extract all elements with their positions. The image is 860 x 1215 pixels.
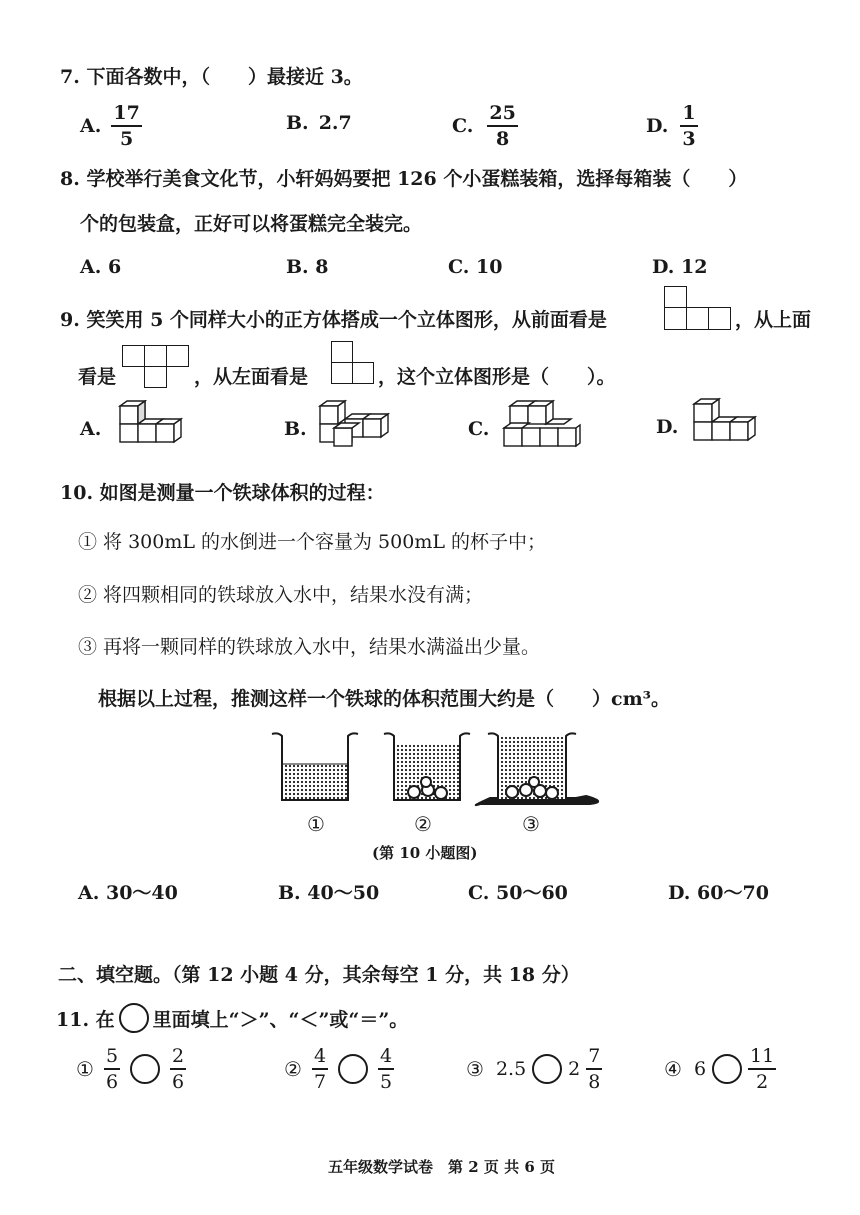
q9-option-a-label: A. [80,418,102,440]
beaker-3 [476,733,598,805]
item-mark: ② [284,1056,302,1081]
figure-caption: (第 10 小题图) [372,844,478,862]
fraction-right: $\frac{7}{8}$ [588,1045,601,1093]
q9-option-c-figure [500,398,582,454]
q8-option-a: A. 6 [80,256,122,278]
beaker-figure [268,728,608,810]
q9-option-d-figure [690,396,760,452]
q7-option-b [286,112,352,134]
q9-option-c-label: C. [468,418,490,440]
fraction: $\frac{17}{5}$ [113,102,140,150]
beaker-2 [384,733,470,800]
fraction-left: $\frac{5}{6}$ [105,1045,119,1093]
beaker-label-3: ③ [522,812,540,836]
q11-item-3 [466,1046,602,1092]
q9-option-b-figure [316,398,392,454]
q11-stem [56,1003,408,1033]
q10-step-2: ② 将四颗相同的铁球放入水中，结果水没有满； [78,584,484,606]
q10-question: 根据以上过程，推测这样一个铁球的体积范围大约是（ ）cm³。 [98,688,670,710]
fraction-right: $\frac{4}{5}$ [380,1045,393,1093]
q11-stem-before: 11. 在 [56,1008,115,1031]
page-footer: 五年级数学试卷 第 2 页 共 6 页 [328,1158,555,1176]
q10-option-d: D. 60～70 [668,882,769,904]
fraction-left: $\frac{4}{7}$ [313,1045,327,1093]
mixed-whole: 2 [568,1057,581,1080]
q7-option-d [646,103,698,149]
q10-step-1: ① 将 300mL 的水倒进一个容量为 500mL 的杯子中； [78,531,546,553]
q11-stem-after: 里面填上“＞”、“＜”或“＝”。 [152,1008,409,1031]
answer-circle[interactable] [712,1054,742,1084]
q9-option-d-label: D. [656,416,679,438]
q7-stem: 7. 下面各数中，（ ）最接近 3。 [60,66,363,88]
left-value: 2.5 [495,1057,527,1080]
q10-step-3: ③ 再将一颗同样的铁球放入水中，结果水满溢出少量。 [78,636,541,658]
q9-option-a-figure [116,400,192,452]
q10-stem: 10. 如图是测量一个铁球体积的过程： [60,482,385,504]
option-value: 2.7 [318,112,352,134]
section-heading: 二、填空题。（第 12 小题 4 分，其余每空 1 分，共 18 分） [58,964,580,986]
q9-option-b-label: B. [284,418,307,440]
item-mark: ① [76,1056,94,1081]
beaker-label-1: ① [307,812,325,836]
q11-item-2 [284,1046,394,1092]
q10-option-b: B. 40～50 [278,882,380,904]
q8-option-b: B. 8 [286,256,329,278]
fraction-right: $\frac{11}{2}$ [750,1045,775,1093]
q11-item-4 [664,1046,776,1092]
q7-option-c [452,103,518,149]
q7-option-a [80,103,142,149]
beaker-1 [272,733,358,800]
q10-option-a: A. 30～40 [78,882,178,904]
q8-option-d: D. 12 [652,256,708,278]
beaker-label-2: ② [414,812,432,836]
item-mark: ④ [664,1056,682,1081]
q9-stem-part2: ，从上面 [735,309,812,331]
answer-circle[interactable] [130,1054,160,1084]
answer-circle[interactable] [532,1054,562,1084]
option-label: C. [452,114,474,137]
q8-option-c: C. 10 [448,256,503,278]
q9-stem-part4: ，从左面看是 [194,366,309,388]
q8-stem-line1: 8. 学校举行美食文化节，小轩妈妈要把 126 个小蛋糕装箱，选择每箱装（ ） [60,168,748,190]
option-label: D. [646,114,669,137]
q10-option-c: C. 50～60 [468,882,568,904]
fraction-right: $\frac{2}{6}$ [172,1045,185,1093]
fraction: $\frac{25}{8}$ [489,102,516,150]
fraction: $\frac{1}{3}$ [682,102,696,150]
answer-circle[interactable] [119,1003,149,1033]
q8-stem-line2: 个的包装盒，正好可以将蛋糕完全装完。 [80,213,423,235]
answer-circle[interactable] [338,1054,368,1084]
q9-stem-part3: 看是 [78,366,117,388]
option-label: A. [80,114,102,137]
q9-stem-part1: 9. 笑笑用 5 个同样大小的正方体搭成一个立体图形，从前面看是 [60,309,607,331]
q9-stem-part5: ，这个立体图形是（ ）。 [378,366,616,388]
item-mark: ③ [466,1056,484,1081]
option-label: B. [286,112,309,134]
left-value: 6 [693,1057,707,1080]
q11-item-1 [76,1046,186,1092]
